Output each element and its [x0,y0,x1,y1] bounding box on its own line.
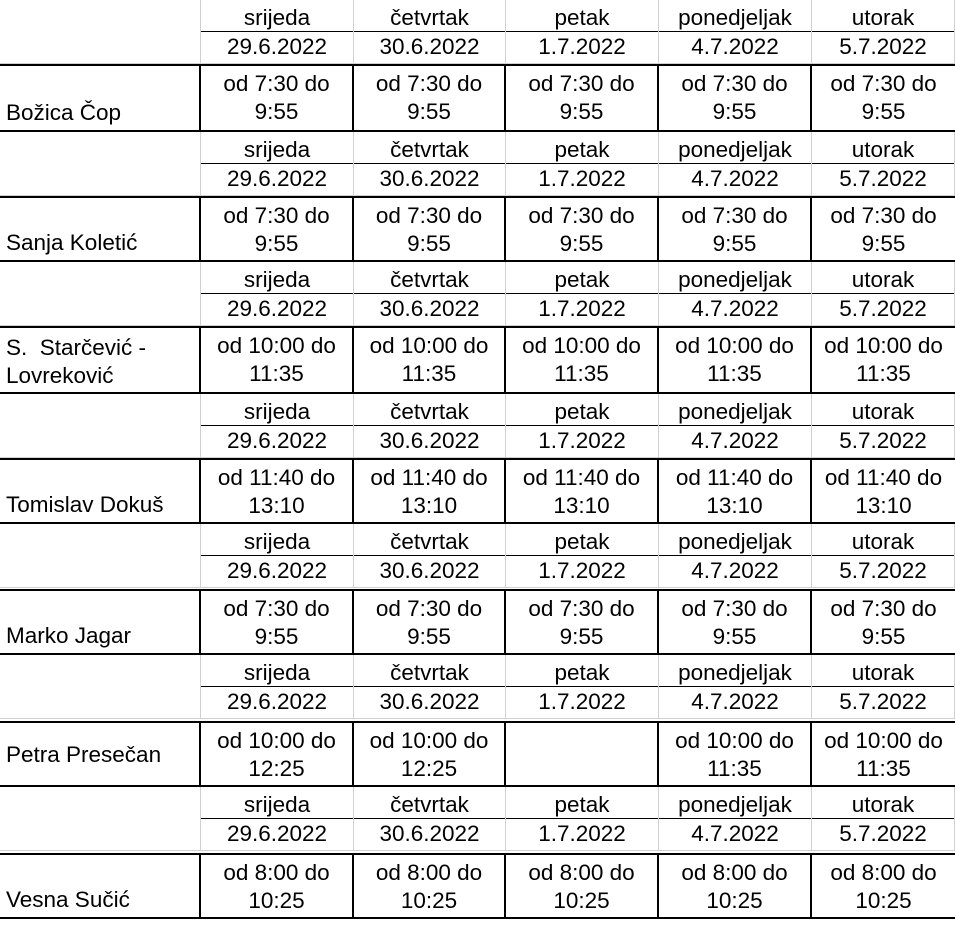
day-name: ponedjeljak [678,399,792,424]
time-to: 9:55 [407,624,451,649]
day-separator [201,686,353,687]
date-value: 4.7.2022 [691,34,779,59]
day-cell [812,524,955,587]
day-cell [659,262,812,325]
time-to: 9:55 [407,231,451,256]
day-cell [506,262,659,325]
time-slot-cell [812,328,955,392]
day-separator [354,31,505,32]
day-cell [201,655,354,718]
day-separator [201,425,353,426]
day-name: ponedjeljak [678,529,792,554]
day-name: četvrtak [390,792,469,817]
time-to: 9:55 [407,99,451,124]
date-value: 1.7.2022 [538,166,626,191]
time-from: od 10:00 do [369,333,489,358]
day-name: utorak [851,792,915,817]
day-name: utorak [851,137,915,162]
time-slot-cell [201,591,354,653]
day-separator [812,163,954,164]
day-name: srijeda [243,660,311,685]
date-value: 29.6.2022 [226,34,328,59]
time-slot-cell [354,855,506,917]
day-cell [354,655,506,718]
time-slot-cell [506,460,659,522]
date-value: 4.7.2022 [691,428,779,453]
time-slot-cell [659,66,812,130]
day-header-row [0,394,955,458]
day-cell [354,524,506,587]
day-cell [506,787,659,850]
time-slot-cell [812,591,955,653]
time-from: od 10:00 do [824,728,943,753]
day-separator [812,555,954,556]
teacher-name: Tomislav Dokuš [6,492,164,517]
day-cell [659,787,812,850]
time-to: 10:25 [248,888,305,913]
time-from: od 11:40 do [370,465,488,490]
day-name: srijeda [243,529,311,554]
day-cell [812,262,955,325]
date-value: 5.7.2022 [839,166,927,191]
day-separator [354,555,505,556]
day-separator [201,293,353,294]
day-separator [506,293,658,294]
date-value: 4.7.2022 [691,296,779,321]
day-header-row [0,262,955,326]
day-separator [506,425,658,426]
time-to: 11:35 [401,361,457,386]
time-slot-cell [354,460,506,522]
time-from: od 7:30 do [528,596,635,621]
row-label-blank [0,0,201,63]
day-separator [659,163,811,164]
time-to: 12:25 [248,756,305,781]
day-separator [506,163,658,164]
day-name: četvrtak [390,5,469,30]
day-cell [812,655,955,718]
day-name: utorak [851,529,915,554]
day-separator [659,31,811,32]
teacher-name-cell [0,855,201,917]
time-to: 9:55 [861,99,906,124]
day-separator [506,31,658,32]
time-slot-cell [506,198,659,260]
time-from: od 7:30 do [223,596,330,621]
teacher-name: Božica Čop [6,100,122,125]
row-label-blank [0,655,201,718]
time-slot-cell [201,198,354,260]
time-slot-cell [659,723,812,785]
day-name: ponedjeljak [678,660,792,685]
day-separator [354,293,505,294]
day-name: srijeda [243,5,311,30]
date-value: 29.6.2022 [226,428,328,453]
day-cell [659,524,812,587]
time-from: od 8:00 do [223,860,330,885]
time-from: od 10:00 do [824,333,943,358]
time-slot-cell [812,198,955,260]
time-slot-cell [812,66,955,130]
date-value: 1.7.2022 [538,34,626,59]
date-value: 30.6.2022 [379,428,480,453]
time-from: od 8:00 do [375,860,483,885]
time-slot-cell [201,328,354,392]
teacher-row [0,196,955,262]
day-separator [812,425,954,426]
time-from: od 11:40 do [522,465,641,490]
day-cell [506,655,659,718]
day-separator [354,818,505,819]
day-cell [506,394,659,457]
date-value: 29.6.2022 [226,166,328,191]
day-separator [506,555,658,556]
date-value: 30.6.2022 [379,296,480,321]
time-from: od 7:30 do [375,71,483,96]
day-name: srijeda [243,267,311,292]
date-value: 4.7.2022 [691,689,779,714]
time-from: od 11:40 do [824,465,943,490]
day-cell [659,394,812,457]
time-from: od 7:30 do [681,203,788,228]
day-name: petak [554,137,610,162]
teacher-name-cell [0,198,201,260]
time-from: od 11:40 do [217,465,336,490]
time-to: 9:55 [861,624,906,649]
time-from: od 7:30 do [375,596,483,621]
date-value: 4.7.2022 [691,821,779,846]
date-value: 30.6.2022 [379,166,480,191]
row-label-blank [0,132,201,195]
time-from: od 7:30 do [830,71,937,96]
date-value: 30.6.2022 [379,821,480,846]
date-value: 5.7.2022 [839,428,927,453]
time-to: 11:35 [554,361,609,386]
day-separator [201,555,353,556]
day-cell [659,132,812,195]
day-name: četvrtak [390,399,469,424]
day-cell [201,787,354,850]
time-from: od 8:00 do [681,860,788,885]
day-header-row [0,132,955,196]
day-cell [812,0,955,63]
row-label-blank [0,394,201,457]
day-cell [201,0,354,63]
time-slot-cell [201,460,354,522]
day-separator [659,555,811,556]
date-value: 1.7.2022 [538,689,626,714]
day-cell [201,524,354,587]
time-to: 9:55 [712,99,757,124]
day-cell [812,394,955,457]
time-to: 13:10 [855,493,912,518]
time-to: 11:35 [856,361,911,386]
date-value: 1.7.2022 [538,428,626,453]
time-from: od 11:40 do [675,465,794,490]
day-name: četvrtak [390,137,469,162]
date-value: 1.7.2022 [538,821,626,846]
time-slot-cell [201,723,354,785]
day-name: petak [554,5,610,30]
day-cell [201,262,354,325]
day-cell [354,132,506,195]
date-value: 1.7.2022 [538,296,626,321]
time-slot-cell [354,328,506,392]
day-name: utorak [851,267,915,292]
day-header-row [0,655,955,719]
date-value: 29.6.2022 [226,689,328,714]
day-name: srijeda [243,399,311,424]
day-separator [659,686,811,687]
time-from: od 10:00 do [217,728,336,753]
day-separator [812,293,954,294]
day-header-row [0,524,955,588]
day-separator [506,686,658,687]
day-name: četvrtak [390,660,469,685]
time-slot-cell [201,66,354,130]
time-from: od 7:30 do [681,71,788,96]
teacher-name-cell [0,460,201,522]
date-value: 1.7.2022 [538,558,626,583]
time-slot-cell [506,328,659,392]
time-slot-cell [354,66,506,130]
day-cell [506,524,659,587]
time-from: od 7:30 do [681,596,788,621]
day-separator [354,686,505,687]
time-slot-cell [201,855,354,917]
time-to: 10:25 [553,888,610,913]
time-slot-cell [659,328,812,392]
time-to: 9:55 [254,624,299,649]
time-from: od 7:30 do [223,71,330,96]
time-to: 13:10 [706,493,763,518]
time-slot-cell [506,723,659,785]
date-value: 5.7.2022 [839,296,927,321]
time-from: od 7:30 do [223,203,330,228]
day-separator [506,818,658,819]
date-value: 29.6.2022 [226,296,328,321]
time-from: od 10:00 do [369,728,489,753]
day-separator [659,293,811,294]
time-to: 9:55 [861,231,906,256]
day-cell [659,655,812,718]
time-slot-cell [659,198,812,260]
time-slot-cell [812,723,955,785]
time-to: 9:55 [559,99,604,124]
date-value: 5.7.2022 [839,34,927,59]
date-value: 5.7.2022 [839,821,927,846]
day-name: srijeda [243,792,311,817]
row-label-blank [0,262,201,325]
time-to: 9:55 [254,231,299,256]
date-value: 4.7.2022 [691,166,779,191]
date-value: 5.7.2022 [839,689,927,714]
time-to: 11:35 [707,361,762,386]
teacher-row [0,458,955,524]
day-cell [354,0,506,63]
day-name: ponedjeljak [678,5,792,30]
day-cell [201,132,354,195]
time-from: od 8:00 do [830,860,937,885]
date-value: 29.6.2022 [226,558,328,583]
day-cell [506,132,659,195]
time-from: od 10:00 do [675,333,794,358]
time-to: 13:10 [553,493,610,518]
time-from: od 10:00 do [217,333,336,358]
day-name: petak [554,792,610,817]
teacher-row [0,721,955,787]
teacher-name-cell [0,66,201,130]
time-to: 11:35 [249,361,304,386]
time-slot-cell [506,855,659,917]
time-to: 13:10 [248,493,305,518]
day-cell [201,394,354,457]
day-name: četvrtak [390,267,469,292]
time-from: od 7:30 do [830,203,937,228]
date-value: 5.7.2022 [839,558,927,583]
time-to: 9:55 [254,99,299,124]
teacher-name: Marko Jagar [6,623,132,648]
teacher-name: Vesna Sučić [6,887,130,912]
row-label-blank [0,524,201,587]
teacher-name-cell [0,591,201,653]
day-name: ponedjeljak [678,792,792,817]
time-slot-cell [659,460,812,522]
time-to: 9:55 [559,231,604,256]
day-name: srijeda [243,137,311,162]
day-cell [354,787,506,850]
time-from: od 7:30 do [375,203,483,228]
time-to: 13:10 [400,493,458,518]
teacher-name: Sanja Koletić [6,230,138,255]
time-slot-cell [354,198,506,260]
day-separator [812,686,954,687]
teacher-name: S. Starčević - Lovreković [6,335,147,388]
day-separator [812,31,954,32]
time-to: 12:25 [400,756,458,781]
time-to: 9:55 [712,231,757,256]
time-slot-cell [812,460,955,522]
teacher-name-cell [0,328,201,392]
date-value: 30.6.2022 [379,34,480,59]
time-slot-cell [354,591,506,653]
day-name: petak [554,267,610,292]
time-to: 10:25 [706,888,763,913]
time-to: 10:25 [855,888,912,913]
time-from: od 7:30 do [830,596,937,621]
teacher-name: Petra Presečan [6,742,162,767]
day-name: ponedjeljak [678,137,792,162]
day-cell [354,262,506,325]
teacher-name-cell [0,723,201,785]
day-name: petak [554,399,610,424]
day-separator [659,425,811,426]
time-from: od 10:00 do [675,728,794,753]
time-slot-cell [354,723,506,785]
day-separator [201,31,353,32]
teacher-row [0,853,955,919]
time-from: od 8:00 do [528,860,635,885]
day-name: utorak [851,5,915,30]
date-value: 29.6.2022 [226,821,328,846]
day-name: petak [554,529,610,554]
time-slot-cell [812,855,955,917]
day-cell [812,132,955,195]
day-cell [354,394,506,457]
teacher-row [0,64,955,132]
day-header-row [0,787,955,851]
day-separator [201,818,353,819]
date-value: 30.6.2022 [379,689,480,714]
day-separator [201,163,353,164]
time-to: 11:35 [856,756,911,781]
day-name: utorak [851,660,915,685]
time-slot-cell [659,855,812,917]
teacher-row [0,326,955,394]
time-from: od 7:30 do [528,71,635,96]
time-to: 9:55 [559,624,604,649]
day-cell [506,0,659,63]
row-label-blank [0,787,201,850]
day-header-row [0,0,955,64]
date-value: 30.6.2022 [379,558,480,583]
time-slot-cell [659,591,812,653]
day-separator [659,818,811,819]
day-cell [812,787,955,850]
time-slot-cell [506,591,659,653]
time-to: 10:25 [400,888,458,913]
day-separator [354,425,505,426]
day-cell [659,0,812,63]
time-to: 11:35 [707,756,762,781]
time-to: 9:55 [712,624,757,649]
day-name: ponedjeljak [678,267,792,292]
time-slot-cell [506,66,659,130]
date-value: 4.7.2022 [691,558,779,583]
day-separator [812,818,954,819]
day-name: četvrtak [390,529,469,554]
time-from: od 7:30 do [528,203,635,228]
day-name: utorak [851,399,915,424]
time-from: od 10:00 do [522,333,641,358]
day-name: petak [554,660,610,685]
teacher-row [0,589,955,655]
day-separator [354,163,505,164]
